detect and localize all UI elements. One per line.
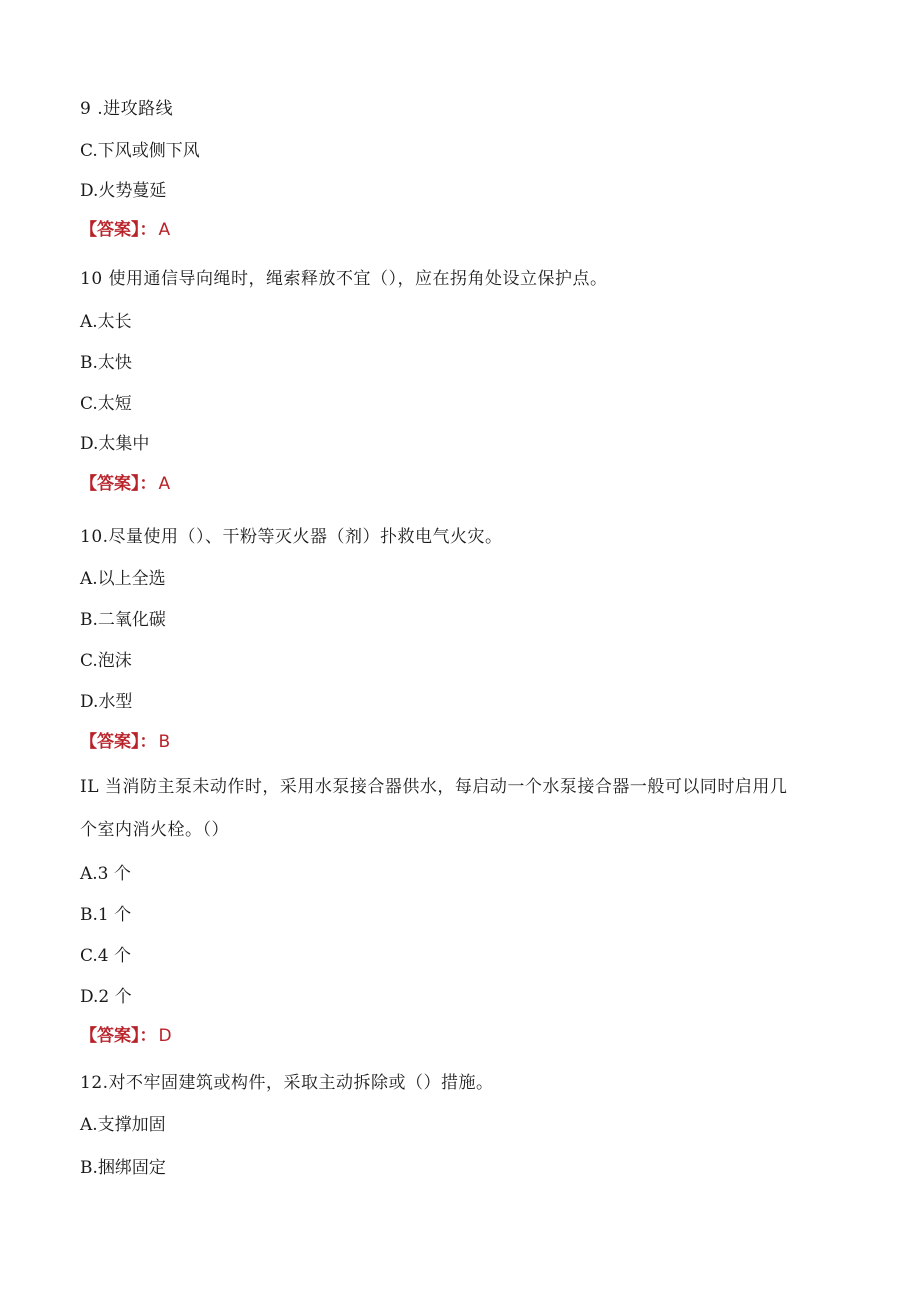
answer-label: 答案 <box>97 220 131 240</box>
question-12-text: 12.对不牢固建筑或构件，采取主动拆除或（）措施。 <box>80 1073 494 1093</box>
answer-letter: B <box>158 732 171 752</box>
answer-letter: A <box>158 220 171 240</box>
answer-open-bracket: 【 <box>80 474 97 494</box>
question-10a-option-c: C.太短 <box>80 394 132 414</box>
question-10b-option-a: A.以上全选 <box>80 569 166 589</box>
question-11-text-line-2: 个室内消火栓。（） <box>80 820 229 840</box>
question-10a-answer <box>80 472 170 496</box>
question-11-text-line-1: IL 当消防主泵未动作时，采用水泵接合器供水，每启动一个水泵接合器一般可以同时启用几 <box>80 777 788 797</box>
answer-colon: ： <box>139 220 157 240</box>
question-9-text: 9 .进攻路线 <box>80 99 174 119</box>
question-10b-option-c: C.泡沫 <box>80 651 132 671</box>
question-12-option-a: A.支撑加固 <box>80 1115 166 1135</box>
question-12-option-b: B.捆绑固定 <box>80 1158 166 1178</box>
question-11-option-a: A.3 个 <box>80 864 131 884</box>
question-10a-option-d: D.太集中 <box>80 434 150 454</box>
answer-open-bracket: 【 <box>80 1026 97 1046</box>
question-9-answer <box>80 218 170 242</box>
question-9-option-d: D.火势蔓延 <box>80 181 167 201</box>
question-9-option-c: C.下风或侧下风 <box>80 141 200 161</box>
answer-colon: ： <box>139 732 157 752</box>
question-11-option-b: B.1 个 <box>80 905 132 925</box>
question-10b-option-b: B.二氧化碳 <box>80 610 166 630</box>
question-11-answer <box>80 1024 172 1048</box>
question-11-option-c: C.4 个 <box>80 946 132 966</box>
question-10a-text: 10 使用通信导向绳时，绳索释放不宜（），应在拐角处设立保护点。 <box>80 269 608 289</box>
question-10b-answer <box>80 730 170 754</box>
answer-close-bracket: 】 <box>131 732 140 752</box>
question-10b-text: 10.尽量使用（）、干粉等灭火器（剂）扑救电气火灾。 <box>80 527 503 547</box>
answer-letter: A <box>158 474 171 494</box>
question-10a-option-b: B.太快 <box>80 353 132 373</box>
answer-label: 答案 <box>97 474 131 494</box>
answer-close-bracket: 】 <box>131 220 140 240</box>
answer-colon: ： <box>139 1026 157 1046</box>
answer-label: 答案 <box>97 1026 131 1046</box>
answer-open-bracket: 【 <box>80 732 97 752</box>
answer-label: 答案 <box>97 732 131 752</box>
answer-open-bracket: 【 <box>80 220 97 240</box>
answer-close-bracket: 】 <box>131 474 140 494</box>
answer-close-bracket: 】 <box>131 1026 140 1046</box>
question-11-option-d: D.2 个 <box>80 987 132 1007</box>
answer-colon: ： <box>139 474 157 494</box>
question-10a-option-a: A.太长 <box>80 312 132 332</box>
question-10b-option-d: D.水型 <box>80 692 133 712</box>
answer-letter: D <box>158 1026 172 1046</box>
